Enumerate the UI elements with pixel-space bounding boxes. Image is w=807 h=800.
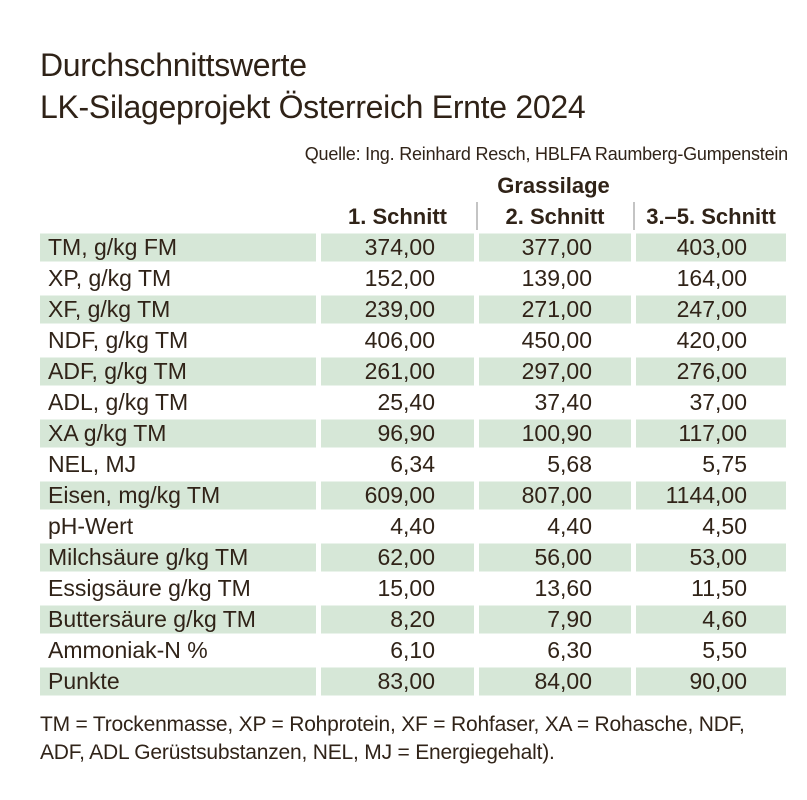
- row-label: Buttersäure g/kg TM: [40, 604, 316, 635]
- source-credit: Quelle: Ing. Reinhard Resch, HBLFA Raumberg-Gumpenstein: [304, 144, 788, 164]
- cell-value: 406,00: [364, 327, 435, 353]
- cell-value: 5,68: [547, 451, 592, 477]
- empty-corner-cell: [40, 201, 316, 232]
- table-row: [40, 263, 786, 294]
- page-title-line1: Durchschnittswerte: [40, 47, 307, 83]
- cell-value: 403,00: [636, 232, 786, 263]
- cell-value: 6,10: [390, 637, 435, 663]
- table-row: [40, 573, 786, 604]
- cell-value: 96,90: [321, 418, 474, 449]
- abbreviation-footnote: [40, 711, 788, 767]
- row-label: NDF, g/kg TM: [48, 327, 189, 353]
- table-row: [40, 294, 786, 325]
- table-group-header: Grassilage: [497, 172, 610, 198]
- row-label: XF, g/kg TM: [40, 294, 316, 325]
- row-label: ADF, g/kg TM: [40, 356, 316, 387]
- table-group-header-row: [40, 170, 786, 201]
- cell-value: 83,00: [321, 666, 474, 697]
- cell-value: 276,00: [636, 356, 786, 387]
- cell-value: 90,00: [636, 666, 786, 697]
- cell-value: 100,90: [479, 418, 631, 449]
- table-row: [40, 666, 786, 697]
- table-row: [40, 635, 786, 666]
- cell-value: 15,00: [377, 575, 435, 601]
- row-label: XA g/kg TM: [40, 418, 316, 449]
- row-label: Punkte: [40, 666, 316, 697]
- cell-value: 7,90: [479, 604, 631, 635]
- cell-value: 4,50: [702, 513, 747, 539]
- table-row: [40, 542, 786, 573]
- row-label: ADL, g/kg TM: [48, 389, 189, 415]
- table-row: [40, 356, 786, 387]
- cell-value: 152,00: [364, 265, 435, 291]
- cell-value: 271,00: [479, 294, 631, 325]
- cell-value: 37,00: [689, 389, 747, 415]
- page-title: [40, 44, 585, 128]
- cell-value: 6,34: [390, 451, 435, 477]
- table-row: [40, 232, 786, 263]
- cell-value: 609,00: [321, 480, 474, 511]
- row-label: NEL, MJ: [48, 451, 137, 477]
- cell-value: 4,40: [547, 513, 592, 539]
- empty-corner-cell: [40, 170, 316, 201]
- cell-value: 377,00: [479, 232, 631, 263]
- column-header-schnitt-2: 2. Schnitt: [479, 201, 631, 232]
- cell-value: 5,50: [702, 637, 747, 663]
- cell-value: 1144,00: [636, 480, 786, 511]
- cell-value: 4,60: [636, 604, 786, 635]
- cell-value: 297,00: [479, 356, 631, 387]
- row-label: XP, g/kg TM: [48, 265, 172, 291]
- cell-value: 8,20: [321, 604, 474, 635]
- cell-value: 247,00: [636, 294, 786, 325]
- row-label: pH-Wert: [48, 513, 134, 539]
- row-label: Ammoniak-N %: [48, 637, 208, 663]
- cell-value: 6,30: [547, 637, 592, 663]
- table-column-header-row: [40, 201, 786, 232]
- table-row: [40, 480, 786, 511]
- row-label: Eisen, mg/kg TM: [40, 480, 316, 511]
- cell-value: 11,50: [691, 575, 747, 601]
- cell-value: 53,00: [636, 542, 786, 573]
- table-row: [40, 325, 786, 356]
- column-header-schnitt-1: 1. Schnitt: [347, 203, 447, 229]
- cell-value: 4,40: [390, 513, 435, 539]
- table-row: [40, 511, 786, 542]
- footnote-line1: TM = Trockenmasse, XP = Rohprotein, XF = Rohfaser, XA = Rohasche, NDF,: [40, 713, 745, 736]
- cell-value: 164,00: [676, 265, 747, 291]
- cell-value: 117,00: [636, 418, 786, 449]
- column-header-schnitt-3: 3.–5. Schnitt: [636, 201, 786, 232]
- cell-value: 139,00: [521, 265, 592, 291]
- cell-value: 239,00: [321, 294, 474, 325]
- row-label: Essigsäure g/kg TM: [48, 575, 251, 601]
- cell-value: 807,00: [479, 480, 631, 511]
- cell-value: 5,75: [702, 451, 747, 477]
- cell-value: 261,00: [321, 356, 474, 387]
- row-label: Milchsäure g/kg TM: [40, 542, 316, 573]
- cell-value: 62,00: [321, 542, 474, 573]
- table-row: [40, 387, 786, 418]
- data-table: [40, 170, 786, 697]
- cell-value: 84,00: [479, 666, 631, 697]
- cell-value: 56,00: [479, 542, 631, 573]
- cell-value: 13,60: [534, 575, 592, 601]
- cell-value: 25,40: [377, 389, 435, 415]
- table-row: [40, 449, 786, 480]
- cell-value: 450,00: [521, 327, 592, 353]
- cell-value: 37,40: [534, 389, 592, 415]
- row-label: TM, g/kg FM: [40, 232, 316, 263]
- cell-value: 420,00: [676, 327, 747, 353]
- footnote-line2: ADF, ADL Gerüstsubstanzen, NEL, MJ = Energiegehalt).: [40, 741, 555, 764]
- table-row: [40, 604, 786, 635]
- page-title-line2: LK-Silageprojekt Österreich Ernte 2024: [40, 89, 586, 125]
- cell-value: 374,00: [321, 232, 474, 263]
- table-row: [40, 418, 786, 449]
